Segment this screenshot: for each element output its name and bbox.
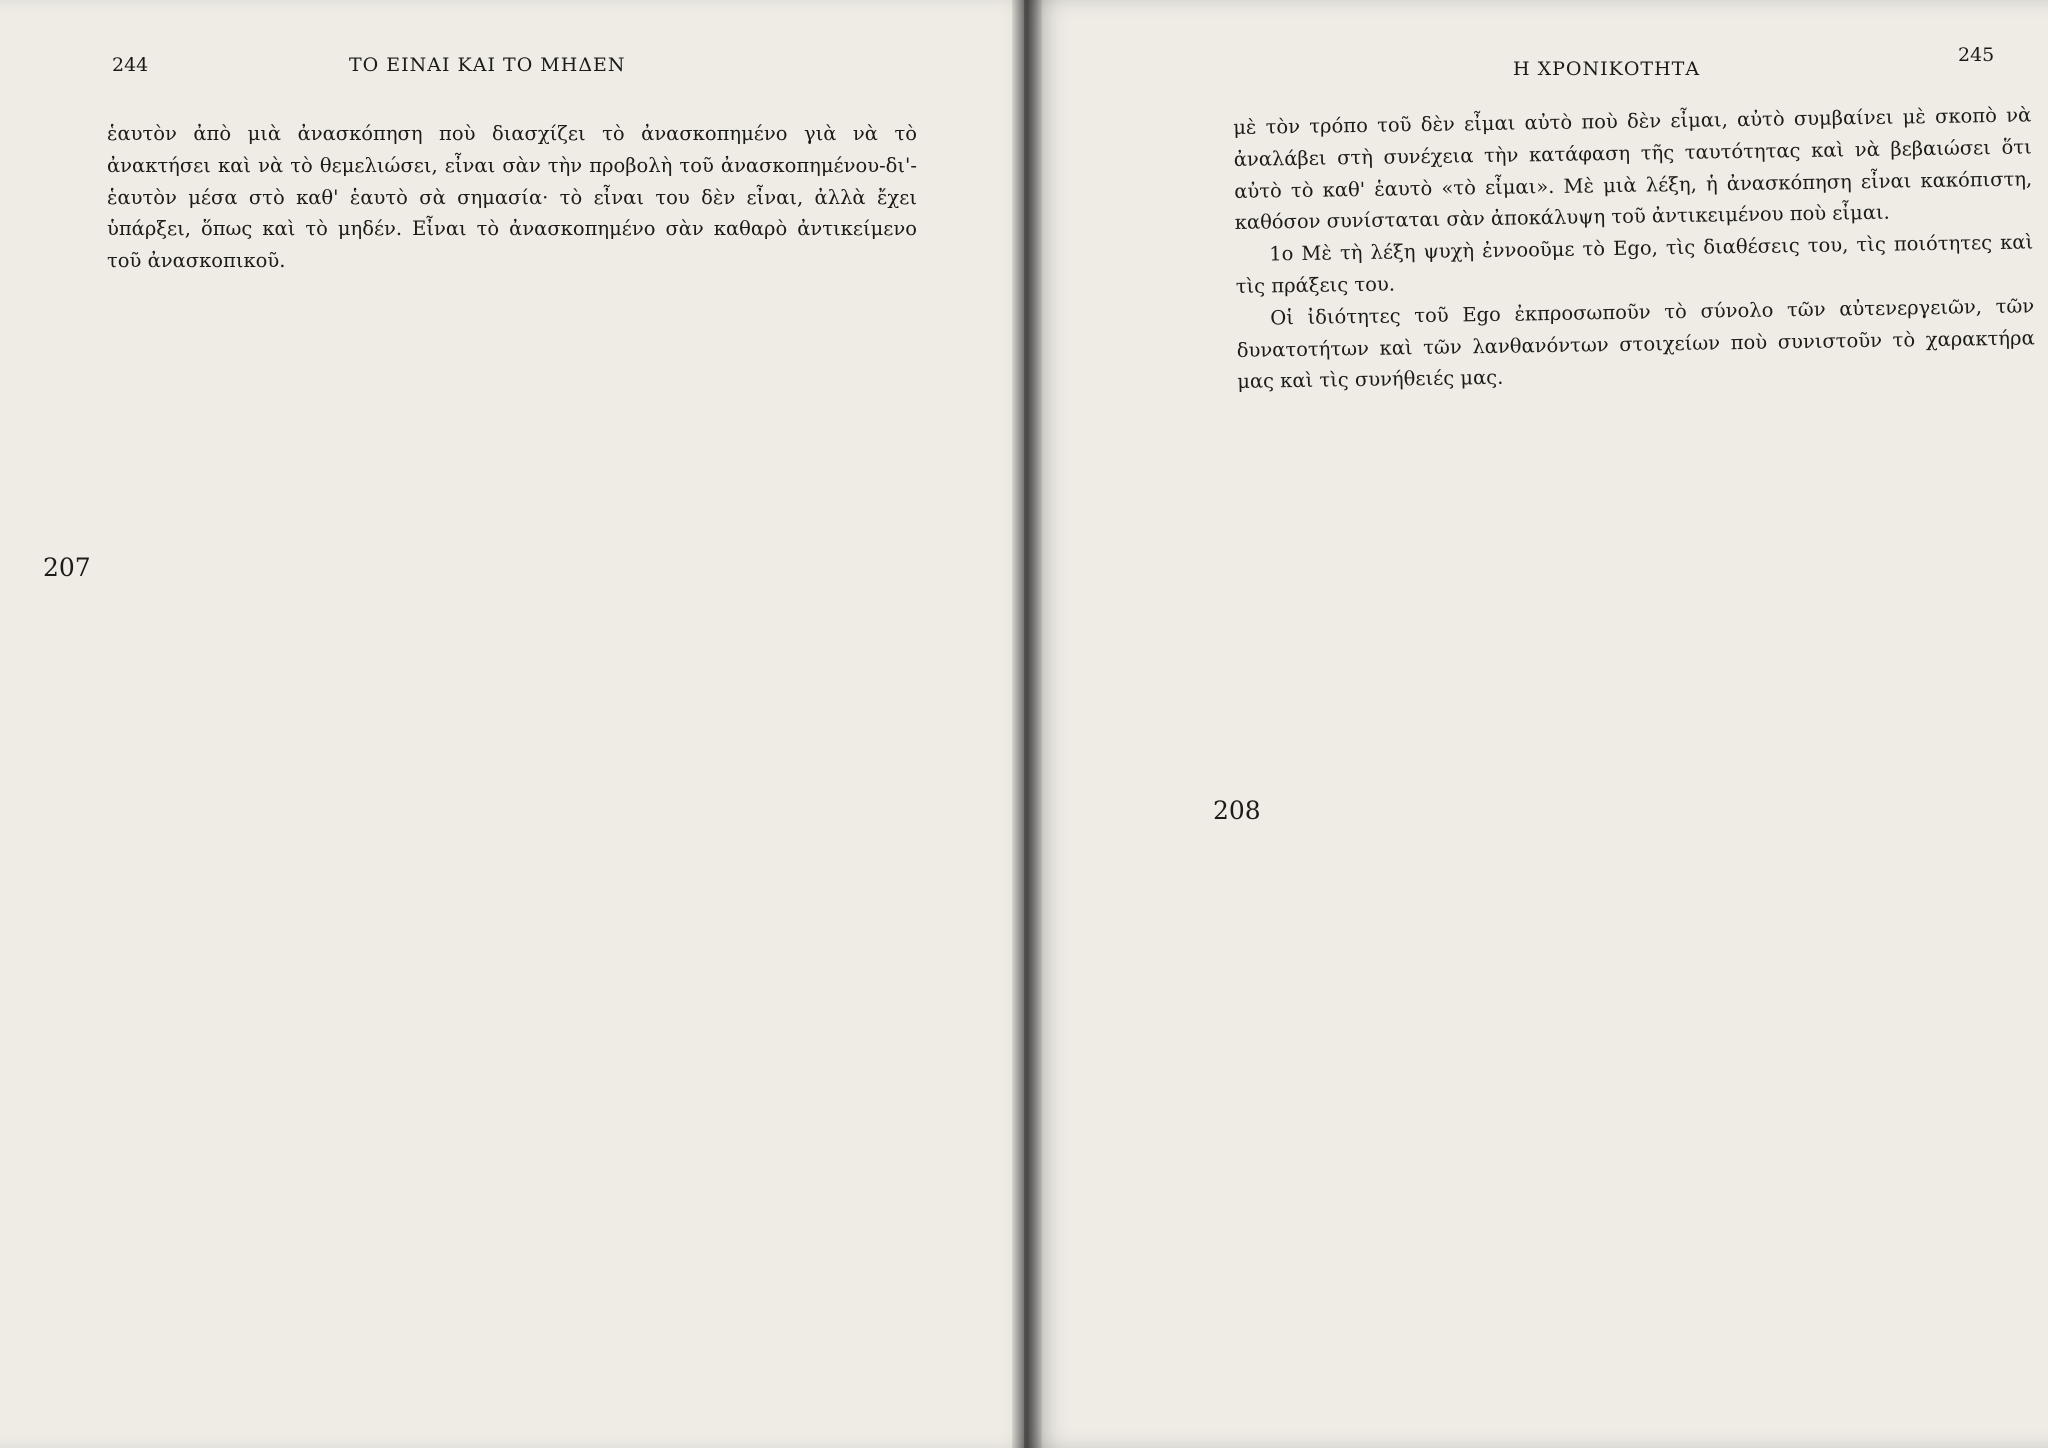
running-head: ΤΟ ΕΙΝΑΙ ΚΑΙ ΤΟ ΜΗΔΕΝ [349, 54, 626, 76]
paragraph: 1ο Μὲ τὴ λέξη ψυχὴ ἐννοοῦμε τὸ Ego, τὶς διαθέσεις του, τὶς ποιότητες καὶ τὶς πράξεις του. [1235, 230, 2034, 298]
book-gutter [1012, 0, 1042, 1448]
paragraph: ἑαυτὸν ἀπὸ μιὰ ἀνασκόπηση ποὺ διασχίζει τὸ ἀνασκοπημένο γιὰ νὰ τὸ ἀνακτήσει καὶ νὰ τὸ θεμελιώσει, εἶναι σὰν τὴν προβολὴ τοῦ ἀνασκοπημένου-δι'-ἑαυτὸν μέσα στὸ καθ' ἑαυτὸ σὰ σημασία· τὸ εἶναι του δὲν εἶναι, ἀλλὰ ἔχει ὑπάρξει, ὅπως καὶ τὸ μηδέν. Εἶναι τὸ ἀνασκοπημένο σὰν καθαρὸ ἀντικείμενο τοῦ ἀνασκοπικοῦ. [107, 122, 917, 273]
body-text [1233, 99, 2035, 398]
margin-number: 207 [43, 553, 91, 582]
margin-number: 208 [1213, 796, 1261, 825]
right-page [1024, 0, 2048, 1448]
page-number: 244 [112, 54, 149, 76]
body-text [107, 118, 917, 277]
page-number: 245 [1958, 44, 1995, 66]
running-head: Η ΧΡΟΝΙΚΟΤΗΤΑ [1513, 58, 1701, 80]
paragraph: μὲ τὸν τρόπο τοῦ δὲν εἶμαι αὐτὸ ποὺ δὲν εἶμαι, αὐτὸ συμβαίνει μὲ σκοπὸ νὰ ἀναλάβει στὴ συνέχεια τὴν κατάφαση τῆς ταυτότητας καὶ νὰ βεβαιώσει ὅτι αὐτὸ τὸ καθ' ἑαυτὸ «τὸ εἶμαι». Μὲ μιὰ λέξη, ἡ ἀνασκόπηση εἶναι κακόπιστη, καθόσον συνίσταται σὰν ἀποκάλυψη τοῦ ἀντικειμένου ποὺ εἶμαι. [1233, 103, 2033, 235]
paragraph: Οἱ ἰδιότητες τοῦ Ego ἐκπροσωποῦν τὸ σύνολο τῶν αὐτενεργειῶν, τῶν δυνατοτήτων καὶ τῶν λανθανόντων στοιχείων ποὺ συνιστοῦν τὸ χαρακτήρα μας καὶ τὶς συνήθειές μας. [1236, 294, 2035, 394]
